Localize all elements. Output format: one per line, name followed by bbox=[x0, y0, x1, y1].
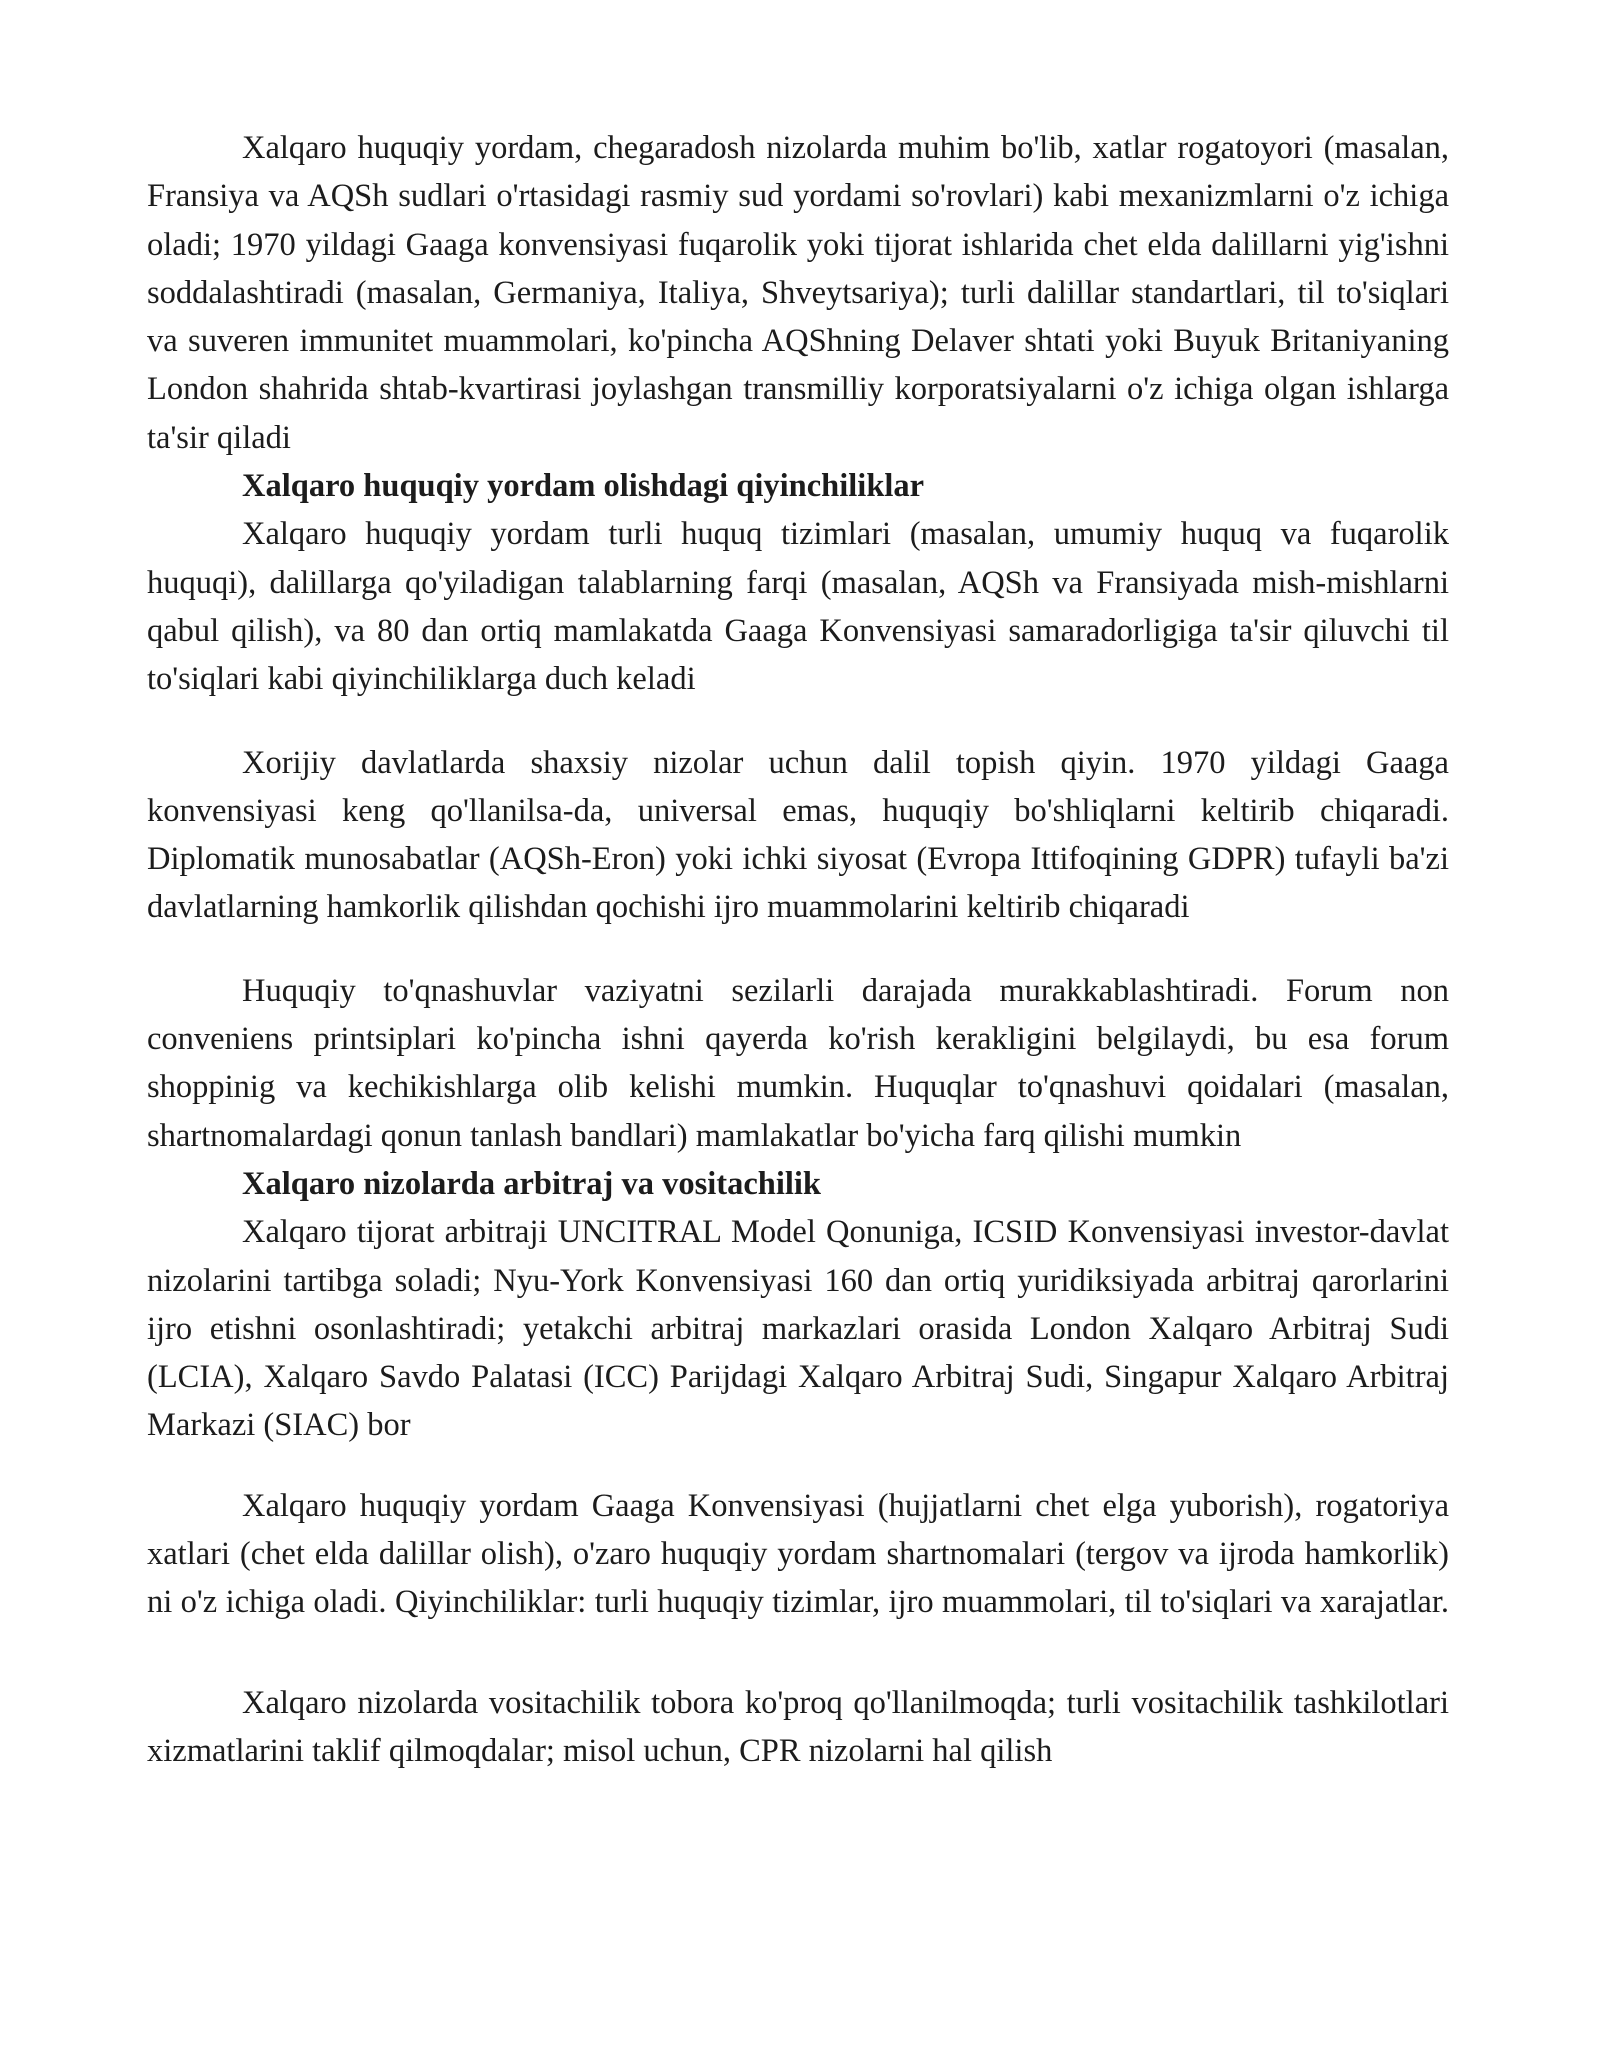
section-heading-challenges: Xalqaro huquqiy yordam olishdagi qiyinchiliklar bbox=[242, 468, 925, 505]
paragraph-hague-convention: Xalqaro huquqiy yordam Gaaga Konvensiyasi (hujjatlarni chet elga yuborish), rogatoriya xatlari (chet elda dalillar olish), o'zaro huquqiy yordam shartnomalari (tergov va ijroda hamkorlik) ni o'z ichiga oladi. Qiyinchiliklar: turli huquqiy tizimlar, ijro muammolari, til to'siqlari va xarajatlar. bbox=[147, 1487, 1449, 1621]
section-heading-arbitration: Xalqaro nizolarda arbitraj va vositachilik bbox=[242, 1165, 821, 1202]
paragraph-legal-assistance-intro: Xalqaro huquqiy yordam, chegaradosh nizolarda muhim bo'lib, xatlar rogatoyori (masalan, Fransiya va AQSh sudlari o'rtasidagi rasmiy sud yordami so'rovlari) kabi mexanizmlarni o'z ichiga oladi; 1970 yildagi Gaaga konvensiyasi fuqarolik yoki tijorat ishlarida chet elda dalillarni yig'ishni soddalashtiradi (masalan, Germaniya, Italiya, Shveytsariya); turli dalillar standartlari, til to'siqlari va suveren immunitet muammolari, ko'pincha AQShning Delaver shtati yoki Buyuk Britaniyaning London shahrida shtab-kvartirasi joylashgan transmilliy korporatsiyalarni o'z ichiga olgan ishlarga ta'sir qiladi bbox=[147, 130, 1449, 456]
paragraph-evidence-abroad: Xorijiy davlatlarda shaxsiy nizolar uchun dalil topish qiyin. 1970 yildagi Gaaga konvensiyasi keng qo'llanilsa-da, universal emas, huquqiy bo'shliqlarni keltirib chiqaradi. Diplomatik munosabatlar (AQSh-Eron) yoki ichki siyosat (Evropa Ittifoqining GDPR) tufayli ba'zi davlatlarning hamkorlik qilishdan qochishi ijro muammolarini keltirib chiqaradi bbox=[147, 744, 1449, 926]
paragraph-challenges: Xalqaro huquqiy yordam turli huquq tizimlari (masalan, umumiy huquq va fuqarolik huquqi), dalillarga qo'yiladigan talablarning farqi (masalan, AQSh va Fransiyada mish-mishlarni qabul qilish), va 80 dan ortiq mamlakatda Gaaga Konvensiyasi samaradorligiga ta'sir qiluvchi til to'siqlari kabi qiyinchiliklarga duch keladi bbox=[147, 516, 1449, 698]
paragraph-commercial-arbitration: Xalqaro tijorat arbitraji UNCITRAL Model Qonuniga, ICSID Konvensiyasi investor-davlat nizolarini tartibga soladi; Nyu-York Konvensiyasi 160 dan ortiq yuridiksiyada arbitraj qarorlarini ijro etishni osonlashtiradi; yetakchi arbitraj markazlari orasida London Xalqaro Arbitraj Sudi (LCIA), Xalqaro Savdo Palatasi (ICC) Parijdagi Xalqaro Arbitraj Sudi, Singapur Xalqaro Arbitraj Markazi (SIAC) bor bbox=[147, 1214, 1449, 1444]
document-body bbox=[147, 124, 1449, 1775]
paragraph-legal-conflicts: Huquqiy to'qnashuvlar vaziyatni sezilarli darajada murakkablashtiradi. Forum non conveniens printsiplari ko'pincha ishni qayerda ko'rish kerakligini belgilaydi, bu esa forum shoppinig va kechikishlarga olib kelishi mumkin. Huquqlar to'qnashuvi qoidalari (masalan, shartnomalardagi qonun tanlash bandlari) mamlakatlar bo'yicha farq qilishi mumkin bbox=[147, 972, 1449, 1154]
paragraph-mediation: Xalqaro nizolarda vositachilik tobora ko'proq qo'llanilmoqda; turli vositachilik tashkilotlari xizmatlarini taklif qilmoqdalar; misol uchun, CPR nizolarni hal qilish bbox=[147, 1684, 1449, 1769]
